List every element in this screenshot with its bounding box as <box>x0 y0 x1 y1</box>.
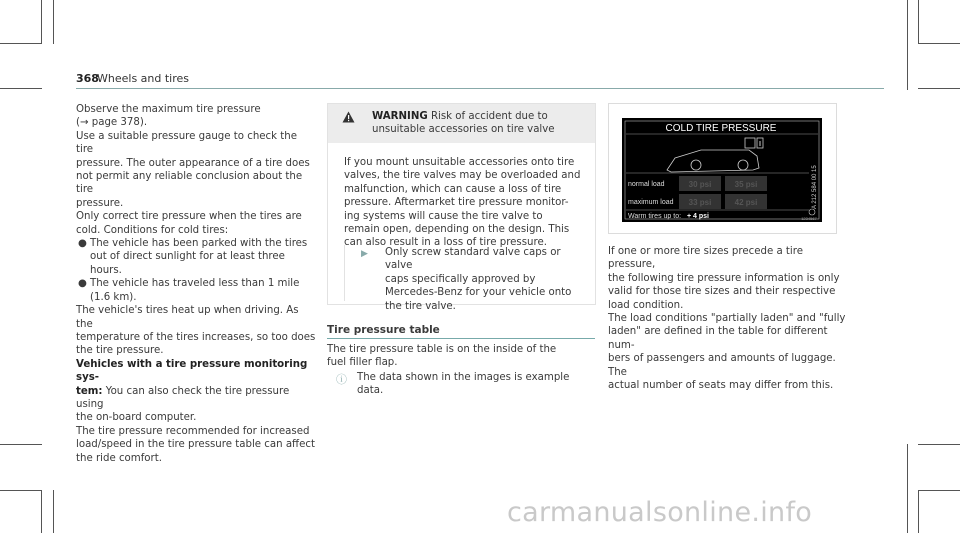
crop-mark <box>918 43 960 44</box>
maximum-load-label: maximum load <box>628 199 674 206</box>
text: ing systems will cause the tire valve to <box>344 210 543 222</box>
text: not permit any reliable conclusion about the tire <box>76 171 303 196</box>
header-divider <box>76 88 884 89</box>
crop-mark <box>907 0 908 90</box>
tire-pressure-label-figure <box>608 103 837 234</box>
text: remain open, depending on the design. This <box>344 224 570 236</box>
text: pressure. The outer appearance of a tire does <box>76 157 310 169</box>
text: (1.6 km). <box>90 291 137 303</box>
text: the tire valve. <box>385 300 456 312</box>
text: load condition. <box>608 299 684 311</box>
paragraph <box>76 358 316 425</box>
label-heading: COLD TIRE PRESSURE <box>665 123 777 134</box>
pressure-value: 33 psi <box>688 198 712 207</box>
info-icon: ⓘ <box>336 373 347 386</box>
text: Observe the maximum tire pressure <box>76 104 261 115</box>
warning-header <box>328 104 595 143</box>
text: the ride comfort. <box>76 452 162 464</box>
crop-mark <box>53 0 54 44</box>
bold-text: Vehicles with a tire pressure monitoring sys- <box>76 358 308 384</box>
crop-mark <box>918 490 960 491</box>
warning-box <box>327 103 596 312</box>
crop-mark <box>53 490 54 533</box>
text: The load conditions "partially laden" and "fully <box>608 313 846 325</box>
paragraph <box>76 210 316 237</box>
crop-mark <box>0 444 42 445</box>
play-arrow-icon: ▶ <box>361 249 368 259</box>
crop-mark <box>918 444 960 445</box>
section-title: Wheels and tires <box>97 72 190 85</box>
text: fuel filler flap. <box>327 357 398 369</box>
text: load/speed in the tire pressure table can affect <box>76 439 315 451</box>
crop-mark <box>41 490 42 533</box>
text: pressure. Aftermarket tire pressure monitor- <box>344 197 569 209</box>
text: The tire pressure recommended for increased <box>76 425 310 437</box>
text: data. <box>357 385 384 397</box>
warm-tires-value: + 4 psi <box>687 213 709 220</box>
tire-label-image <box>609 104 836 233</box>
warm-tires-label: Warm tires up to: <box>628 213 682 220</box>
text: The vehicle has been parked with the tires <box>90 238 308 250</box>
text: The vehicle's tires heat up when driving. As the <box>76 305 299 330</box>
action-step <box>344 245 591 312</box>
text: the on-board computer. <box>76 412 197 424</box>
text: unsuitable accessories on tire valve <box>372 124 555 136</box>
section-divider <box>327 338 595 339</box>
paragraph <box>327 343 587 370</box>
text: actual number of seats may differ from this. <box>608 380 834 392</box>
text: out of direct sunlight for at least three hours. <box>90 251 285 276</box>
paragraph <box>608 312 848 392</box>
crop-mark <box>41 0 42 44</box>
text: Only correct tire pressure when the tires are <box>76 211 302 223</box>
text: The data shown in the images is example <box>357 372 570 383</box>
crop-mark <box>0 88 42 89</box>
figure-code: 1234567 <box>801 216 817 221</box>
paragraph <box>76 103 316 130</box>
crop-mark <box>918 0 919 44</box>
text: the following tire pressure information is only <box>608 272 840 284</box>
text: the tire pressure. <box>76 345 164 357</box>
list-item <box>76 237 316 277</box>
warning-body <box>344 156 590 250</box>
text: Risk of accident due to <box>427 111 548 122</box>
text: You can also check the tire pressure using <box>76 385 290 410</box>
section-heading: Tire pressure table <box>327 324 440 336</box>
bullet-icon: ● <box>78 278 87 290</box>
text: temperature of the tires increases, so too does <box>76 331 316 343</box>
left-column <box>76 103 316 465</box>
pressure-value: 35 psi <box>734 180 758 189</box>
list-item <box>76 277 316 304</box>
paragraph <box>608 245 848 312</box>
paragraph <box>76 425 316 465</box>
crop-mark <box>918 88 960 89</box>
warning-title <box>372 110 587 137</box>
crop-mark <box>907 444 908 533</box>
crop-mark <box>0 43 42 44</box>
text: If one or more tire sizes precede a tire pressure, <box>608 246 803 271</box>
text: malfunction, which can cause a loss of tire <box>344 183 562 195</box>
part-number: A 212 584 00 15 <box>812 165 818 209</box>
text: valves, the tire valves may be overloaded and <box>344 170 581 182</box>
text: can also result in a loss of tire pressure. <box>344 237 547 249</box>
text: valid for those tire sizes and their respective <box>608 286 836 298</box>
crop-mark <box>918 490 919 533</box>
text: If you mount unsuitable accessories onto tire <box>344 157 575 168</box>
bullet-icon: ● <box>78 238 87 250</box>
warning-label: WARNING <box>372 111 428 122</box>
text: The tire pressure table is on the inside of the <box>327 344 557 355</box>
text: Mercedes-Benz for your vehicle onto <box>385 287 572 299</box>
watermark: carmanualsonline.info <box>507 497 813 528</box>
text: Only screw standard valve caps or valve <box>385 247 561 272</box>
page-number: 368 <box>76 72 99 85</box>
normal-load-label: normal load <box>628 181 665 188</box>
action-text <box>385 246 585 313</box>
text: pressure. <box>76 197 124 209</box>
note-text <box>357 371 587 398</box>
text: bers of passengers and amounts of luggage. The <box>608 353 836 378</box>
pressure-value: 42 psi <box>734 198 758 207</box>
warning-icon <box>342 111 355 123</box>
text: laden" are defined in the table for different num- <box>608 326 828 351</box>
paragraph <box>76 304 316 358</box>
crop-mark <box>0 490 42 491</box>
text: The vehicle has traveled less than 1 mile <box>90 278 300 290</box>
right-column <box>608 245 848 392</box>
pressure-value: 30 psi <box>688 180 712 189</box>
paragraph <box>76 130 316 210</box>
text: Use a suitable pressure gauge to check the tire <box>76 130 298 156</box>
bold-text: tem: <box>76 385 103 397</box>
text: caps specifically approved by <box>385 273 536 285</box>
text: cold. Conditions for cold tires: <box>76 224 229 236</box>
page-link[interactable]: (→ page 378). <box>76 117 148 129</box>
